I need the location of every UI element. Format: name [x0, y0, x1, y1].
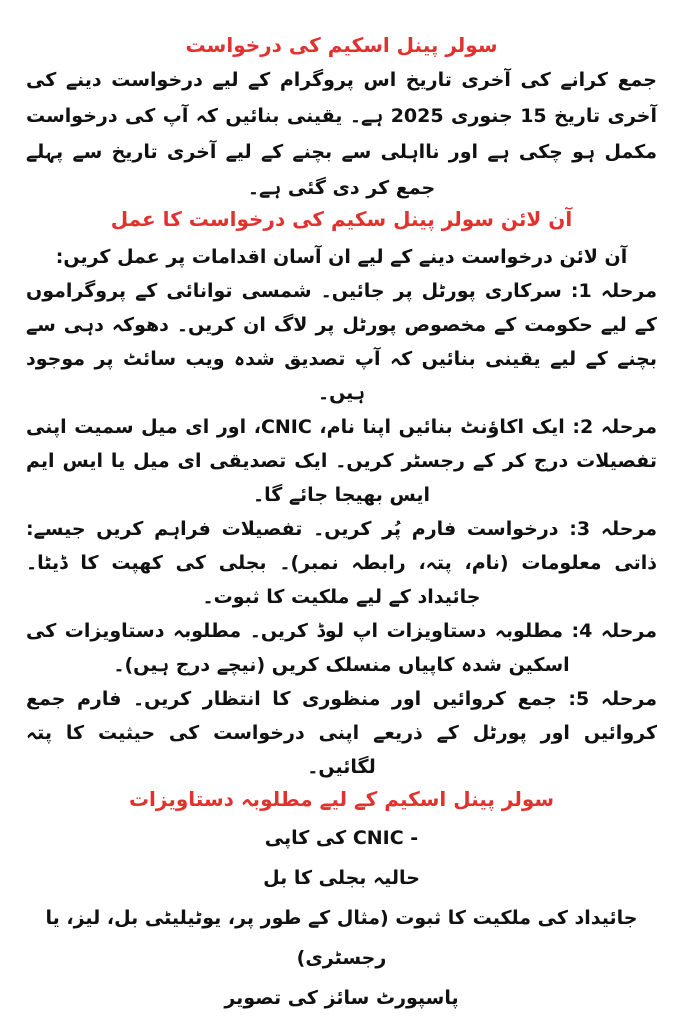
- required-documents-list: [26, 818, 657, 1018]
- step-5-paragraph: مرحلہ 5: جمع کروائیں اور منظوری کا انتظار کریں۔ فارم جمع کروائیں اور پورٹل کے ذریعے اپنی درخواست کی حیثیت کا پتہ لگائیں۔: [26, 688, 657, 778]
- document-item-property-proof: جائیداد کی ملکیت کا ثبوت (مثال کے طور پر، یوٹیلیٹی بل، لیز، یا رجسٹری): [45, 907, 638, 969]
- document-item-electricity-bill: حالیہ بجلی کا بل: [263, 867, 420, 889]
- online-intro-paragraph: آن لائن درخواست دینے کے لیے ان آسان اقدامات پر عمل کریں:: [55, 246, 628, 268]
- online-process-heading: آن لائن سولر پینل سکیم کی درخواست کا عمل: [110, 207, 573, 231]
- step-2-paragraph: مرحلہ 2: ایک اکاؤنٹ بنائیں اپنا نام، CNIC، اور ای میل سمیت اپنی تفصیلات درج کر کے رجسٹر کریں۔ ایک تصدیقی ای میل یا ایس ایم ایس بھیجا جائے گا۔: [26, 416, 658, 506]
- step-1-paragraph: مرحلہ 1: سرکاری پورٹل پر جائیں۔ شمسی توانائی کے پروگراموں کے لیے حکومت کے مخصوص پورٹل پر لاگ ان کریں۔ دھوکہ دہی سے بچنے کے لیے یقینی بنائیں کہ آپ تصدیق شدہ ویب سائٹ پر موجود ہیں۔: [26, 280, 657, 404]
- step-3-paragraph: مرحلہ 3: درخواست فارم پُر کریں۔ تفصیلات فراہم کریں جیسے: ذاتی معلومات (نام، پتہ، رابطہ نمبر)۔ بجلی کی کھپت کا ڈیٹا۔ جائیداد کے لیے ملکیت کا ثبوت۔: [26, 518, 658, 608]
- deadline-paragraph: جمع کرانے کی آخری تاریخ اس پروگرام کے لیے درخواست دینے کی آخری تاریخ 15 جنوری 2025 ہے۔ یقینی بنائیں کہ آپ کی درخواست مکمل ہو چکی ہے اور نااہلی سے بچنے کے لیے آخری تاریخ سے پہلے جمع کر دی گئی ہے۔: [26, 69, 657, 199]
- step-4-paragraph: مرحلہ 4: مطلوبہ دستاویزات اپ لوڈ کریں۔ مطلوبہ دستاویزات کی اسکین شدہ کاپیاں منسلک کریں (نیچے درج ہیں)۔: [26, 620, 658, 676]
- document-item-cnic: - CNIC کی کاپی: [264, 827, 419, 849]
- document-item-photo: پاسپورٹ سائز کی تصویر: [224, 987, 459, 1009]
- intro-heading: سولر پینل اسکیم کی درخواست: [185, 33, 498, 57]
- required-documents-heading: سولر پینل اسکیم کے لیے مطلوبہ دستاویزات: [128, 787, 555, 811]
